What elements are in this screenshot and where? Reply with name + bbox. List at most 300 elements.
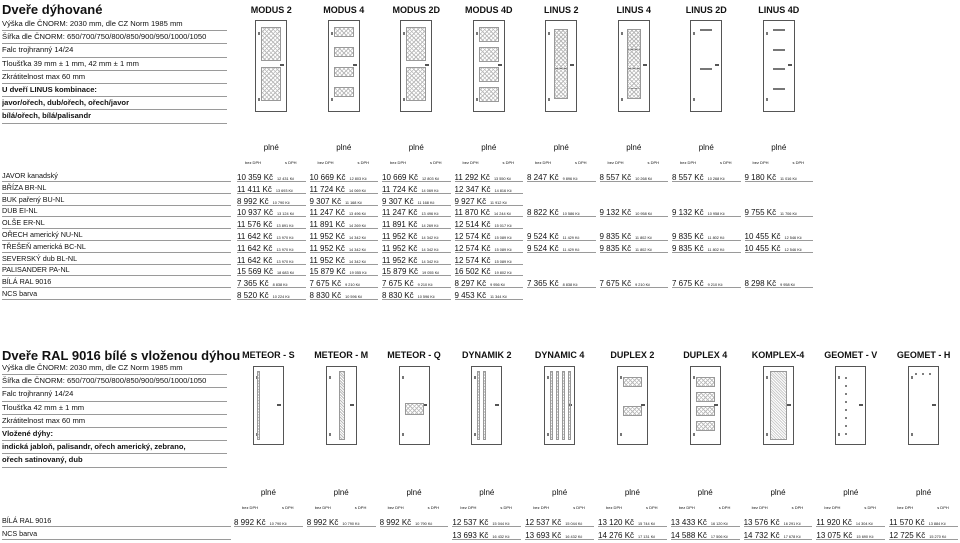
price-with-vat: 11 802 Kč — [635, 236, 652, 240]
finish-name: DUB EI-NL — [2, 205, 231, 217]
price-with-vat: 11 168 Kč — [345, 200, 362, 205]
finish-name: OLŠE ER-NL — [2, 217, 231, 229]
price-no-vat: 8 830 Kč — [309, 291, 342, 300]
door-illustration — [908, 366, 939, 445]
hinge — [693, 98, 695, 101]
price-no-vat: 9 927 Kč — [454, 196, 487, 206]
price-cell — [455, 182, 524, 194]
handle-icon — [859, 404, 863, 406]
variant-label: plné — [697, 488, 713, 497]
variant-label: plné — [333, 488, 349, 497]
price-label-no-vat: bez DPH — [678, 505, 695, 510]
finish-name: SEVERSKÝ dub BL-NL — [2, 253, 231, 265]
price-cell — [310, 288, 379, 300]
price-no-vat: 11 891 Kč — [382, 220, 418, 230]
price-no-vat: 12 347 Kč — [454, 184, 491, 194]
price-no-vat: 11 642 Kč — [237, 232, 273, 241]
price-no-vat: 12 574 Kč — [454, 243, 491, 253]
price-with-vat: 10 790 Kč — [415, 522, 433, 526]
handle-icon — [570, 64, 574, 66]
groove-line — [700, 68, 712, 70]
variant-label: plné — [260, 488, 276, 497]
door-illustration — [471, 366, 502, 445]
handle-icon — [643, 64, 647, 66]
price-with-vat: 11 429 Kč — [562, 236, 580, 240]
price-label-no-vat: bez DPH — [242, 505, 259, 510]
price-cell — [237, 217, 306, 229]
price-cell — [382, 194, 451, 206]
price-with-vat: 11 016 Kč — [780, 177, 797, 181]
model-header: LINUS 2 — [543, 5, 579, 15]
spec-line: Tloušťka 39 mm ± 1 mm, 42 mm ± 1 mm — [2, 58, 227, 71]
price-no-vat: 12 537 Kč — [452, 518, 489, 527]
price-no-vat: 15 879 Kč — [309, 267, 346, 277]
price-no-vat: 11 952 Kč — [309, 255, 345, 265]
price-no-vat: 8 992 Kč — [306, 518, 339, 527]
price-no-vat: 7 675 Kč — [309, 279, 342, 289]
model-header: GEOMET - V — [824, 350, 878, 360]
spec-line: javor/ořech, dub/ořech, ořech/javor — [2, 97, 227, 110]
finish-name: PALISANDER PA-NL — [2, 264, 231, 276]
price-with-vat: 8 838 Kč — [562, 283, 578, 288]
glass-panel — [334, 87, 354, 97]
price-with-vat: 9 210 Kč — [707, 283, 723, 288]
groove-line — [773, 88, 785, 90]
door-illustration — [617, 366, 648, 445]
price-cell — [310, 253, 379, 265]
door-illustration — [255, 20, 287, 112]
hinge — [548, 98, 550, 101]
price-no-vat: 11 570 Kč — [889, 518, 925, 527]
price-label-vat: s DPH — [354, 505, 367, 510]
price-with-vat: 12 431 Kč — [277, 177, 295, 181]
door-illustration — [399, 366, 430, 445]
price-cell — [310, 217, 379, 229]
price-label-no-vat: bez DPH — [533, 505, 550, 510]
price-with-vat: 13 891 Kč — [276, 224, 294, 229]
veneer-panel — [696, 392, 715, 402]
price-label-vat: s DPH — [720, 160, 732, 165]
price-with-vat: 14 069 Kč — [421, 188, 439, 193]
geomet-dot — [922, 373, 924, 375]
handle-icon — [715, 64, 719, 66]
hinge — [403, 32, 405, 35]
model-header: GEOMET - H — [896, 350, 951, 360]
handle-icon — [498, 64, 502, 66]
price-cell — [382, 288, 451, 300]
price-with-vat: 14 342 Kč — [348, 247, 367, 252]
model-header: MODUS 2 — [250, 5, 292, 15]
glass-panel — [406, 67, 426, 101]
price-with-vat: 15 044 Kč — [565, 522, 583, 526]
price-cell — [600, 229, 669, 241]
hinge — [911, 376, 913, 379]
price-cell — [527, 241, 596, 253]
price-label-no-vat: bez DPH — [314, 505, 331, 510]
price-cell — [455, 217, 524, 229]
veneer-strip — [483, 371, 486, 440]
price-no-vat: 11 952 Kč — [309, 243, 345, 253]
price-with-vat: 10 596 Kč — [417, 295, 435, 299]
hinge — [766, 98, 768, 101]
price-no-vat: 9 835 Kč — [599, 232, 632, 241]
price-no-vat: 8 520 Kč — [237, 291, 269, 300]
geomet-dot — [929, 373, 931, 375]
price-with-vat: 15 089 Kč — [494, 236, 512, 240]
model-header: DUPLEX 2 — [610, 350, 655, 360]
price-with-vat: 12 803 Kč — [422, 177, 440, 181]
groove-line — [773, 49, 785, 51]
price-cell — [237, 276, 306, 288]
glass-panel — [554, 29, 568, 99]
hinge — [258, 32, 260, 35]
finish-name: JAVOR kanadský — [2, 170, 231, 182]
variant-label: plné — [770, 488, 786, 497]
price-with-vat: 10 790 Kč — [342, 522, 360, 526]
glass-panel — [627, 29, 641, 99]
glass-panel — [479, 67, 499, 82]
price-cell — [310, 276, 379, 288]
price-cell — [382, 264, 451, 276]
price-no-vat: 14 588 Kč — [670, 530, 707, 540]
section-title: Dveře dýhované — [2, 2, 103, 17]
door-illustration — [690, 20, 722, 112]
price-no-vat: 11 642 Kč — [237, 243, 273, 253]
price-label-no-vat: bez DPH — [535, 160, 552, 165]
price-no-vat: 7 675 Kč — [382, 279, 414, 289]
price-cell — [237, 288, 306, 300]
spec-line: ořech satinovaný, dub — [2, 454, 227, 467]
price-cell — [455, 288, 524, 300]
price-with-vat: 11 912 Kč — [490, 200, 507, 205]
spec-line: Šířka dle ČNORM: 650/700/750/800/850/900/950/1000/1050 — [2, 31, 227, 44]
handle-icon — [277, 404, 281, 406]
geomet-dot — [845, 425, 847, 427]
price-cell — [745, 241, 814, 253]
price-cell — [672, 205, 741, 217]
finish-name: BŘÍZA BR-NL — [2, 182, 231, 194]
price-no-vat: 7 675 Kč — [672, 279, 704, 289]
price-with-vat: 14 342 Kč — [421, 236, 439, 240]
price-cell — [452, 515, 521, 527]
geomet-dot — [845, 401, 847, 403]
price-cell — [310, 241, 379, 253]
section-title: Dveře RAL 9016 bílé s vloženou dýhou — [2, 348, 241, 363]
price-no-vat: 13 693 Kč — [452, 530, 489, 540]
veneer-panel — [623, 377, 642, 387]
spec-line: Výška dle ČNORM: 2030 mm, dle CZ Norm 1985 mm — [2, 362, 227, 375]
price-cell — [455, 229, 524, 241]
spec-line: Tloušťka 42 mm ± 1 mm — [2, 402, 227, 415]
hinge — [476, 32, 478, 35]
price-with-vat: 19 055 Kč — [349, 271, 367, 276]
door-illustration — [544, 366, 575, 445]
geomet-dot — [845, 409, 847, 411]
veneer-panel — [405, 403, 424, 415]
price-label-no-vat: bez DPH — [680, 160, 697, 165]
geomet-dot — [845, 417, 847, 419]
price-with-vat: 13 550 Kč — [493, 177, 512, 181]
price-with-vat: 13 693 Kč — [275, 188, 293, 193]
price-with-vat: 11 706 Kč — [780, 212, 797, 217]
price-no-vat: 7 365 Kč — [237, 279, 269, 289]
variant-label: plné — [406, 488, 422, 497]
price-cell — [672, 229, 741, 241]
finish-name: BÍLÁ RAL 9016 — [2, 276, 231, 288]
glass-panel — [479, 47, 499, 62]
price-no-vat: 12 574 Kč — [454, 255, 491, 265]
door-illustration — [690, 366, 721, 445]
finish-name: NCS barva — [2, 528, 231, 540]
price-with-vat: 9 210 Kč — [345, 283, 361, 288]
price-cell — [455, 253, 524, 265]
glass-panel — [406, 27, 426, 61]
price-with-vat: 13 970 Kč — [276, 236, 294, 240]
finish-name: NCS barva — [2, 288, 231, 300]
price-no-vat: 8 992 Kč — [237, 196, 269, 206]
model-header: MODUS 4D — [464, 5, 513, 15]
glass-panel — [261, 67, 281, 101]
price-cell — [889, 528, 958, 540]
price-no-vat: 11 952 Kč — [382, 232, 418, 241]
veneer-strip — [339, 371, 345, 440]
price-no-vat: 8 830 Kč — [382, 291, 414, 300]
door-illustration — [400, 20, 432, 112]
price-label-no-vat: bez DPH — [390, 160, 407, 165]
price-label-no-vat: bez DPH — [606, 505, 623, 510]
price-with-vat: 13 884 Kč — [928, 522, 946, 526]
price-no-vat: 7 365 Kč — [527, 279, 559, 289]
price-label-vat: s DPH — [427, 505, 440, 510]
variant-label: plné — [336, 143, 352, 152]
price-with-vat: 13 124 Kč — [277, 212, 295, 217]
price-label-vat: s DPH — [573, 505, 585, 510]
hinge — [838, 376, 840, 379]
veneer-strip — [477, 371, 480, 440]
price-with-vat: 14 816 Kč — [494, 188, 512, 193]
price-no-vat: 9 755 Kč — [744, 208, 777, 218]
price-cell — [455, 194, 524, 206]
price-no-vat: 12 574 Kč — [454, 232, 491, 241]
hinge — [474, 433, 476, 436]
hinge — [331, 98, 333, 101]
model-header: MODUS 2D — [392, 5, 440, 15]
price-no-vat: 10 455 Kč — [744, 232, 781, 241]
handle-icon — [353, 64, 357, 66]
spec-line: Vložené dýhy: — [2, 428, 227, 441]
price-with-vat: 10 224 Kč — [272, 295, 290, 299]
door-illustration — [763, 20, 795, 112]
spec-line: Zkrátitelnost max 60 mm — [2, 71, 227, 84]
variant-label: plné — [479, 488, 495, 497]
price-no-vat: 12 514 Kč — [454, 220, 491, 230]
price-with-vat: 14 069 Kč — [348, 188, 367, 193]
spec-list — [2, 18, 227, 124]
price-with-vat: 17 131 Kč — [638, 534, 656, 539]
price-with-vat: 15 089 Kč — [494, 259, 512, 264]
price-no-vat: 13 120 Kč — [598, 518, 635, 527]
price-no-vat: 8 557 Kč — [672, 173, 704, 182]
price-cell — [234, 515, 303, 527]
price-label-vat: s DPH — [718, 505, 731, 510]
price-cell — [525, 515, 594, 527]
price-cell — [310, 205, 379, 217]
price-cell — [455, 205, 524, 217]
price-no-vat: 9 524 Kč — [527, 243, 559, 253]
price-with-vat: 10 596 Kč — [345, 295, 363, 299]
hinge — [911, 433, 913, 436]
door-illustration — [253, 366, 284, 445]
price-with-vat: 15 089 Kč — [494, 247, 512, 252]
price-with-vat: 10 790 Kč — [269, 522, 287, 526]
variant-label: plné — [698, 143, 714, 152]
price-no-vat: 9 835 Kč — [599, 243, 632, 253]
price-no-vat: 11 952 Kč — [382, 243, 418, 253]
door-illustration — [328, 20, 360, 112]
price-label-vat: s DPH — [792, 160, 805, 165]
price-label-vat: s DPH — [864, 505, 876, 510]
price-with-vat: 19 055 Kč — [422, 271, 440, 276]
hinge — [693, 433, 695, 436]
model-header: METEOR - S — [242, 350, 295, 360]
price-cell — [237, 253, 306, 265]
veneer-panel — [623, 406, 642, 416]
price-with-vat: 13 970 Kč — [276, 259, 294, 264]
price-with-vat: 11 802 Kč — [707, 247, 725, 252]
price-no-vat: 10 937 Kč — [237, 208, 274, 218]
door-illustration — [545, 20, 577, 112]
hinge — [620, 433, 622, 436]
price-with-vat: 19 802 Kč — [494, 271, 512, 276]
price-with-vat: 13 970 Kč — [276, 247, 294, 252]
variant-label: plné — [263, 143, 279, 152]
door-illustration — [326, 366, 357, 445]
price-with-vat: 15 744 Kč — [638, 522, 656, 526]
hinge — [547, 433, 549, 436]
price-cell — [237, 205, 306, 217]
price-cell — [310, 264, 379, 276]
price-with-vat: 14 342 Kč — [348, 259, 367, 264]
price-cell — [816, 515, 885, 527]
groove-line — [773, 29, 785, 31]
price-cell — [310, 170, 379, 182]
hinge — [548, 32, 550, 35]
hinge — [621, 98, 623, 101]
price-no-vat: 9 835 Kč — [672, 232, 704, 241]
price-label-no-vat: bez DPH — [387, 505, 404, 510]
finish-name: OŘECH americký NU-NL — [2, 229, 231, 241]
door-illustration — [618, 20, 650, 112]
price-no-vat: 10 669 Kč — [382, 173, 419, 182]
section-ral-9016-doors — [0, 345, 960, 543]
veneer-panel — [696, 377, 715, 387]
price-with-vat: 11 802 Kč — [707, 236, 725, 240]
price-with-vat: 17 678 Kč — [783, 534, 801, 539]
price-no-vat: 9 453 Kč — [454, 291, 487, 300]
price-cell — [527, 229, 596, 241]
hinge — [693, 32, 695, 35]
model-header: LINUS 2D — [685, 5, 727, 15]
price-label-vat: s DPH — [647, 160, 660, 165]
price-no-vat: 11 724 Kč — [309, 184, 345, 194]
price-cell — [672, 241, 741, 253]
veneer-strip — [550, 371, 553, 440]
veneer-strip — [568, 371, 571, 440]
model-header: LINUS 4D — [758, 5, 800, 15]
price-cell — [600, 276, 669, 288]
veneer-panel — [696, 421, 715, 431]
price-with-vat: 16 291 Kč — [783, 522, 801, 526]
price-with-vat: 11 429 Kč — [562, 247, 580, 252]
hinge — [329, 433, 331, 436]
price-no-vat: 8 557 Kč — [599, 173, 632, 182]
hinge — [329, 376, 331, 379]
price-with-vat: 14 342 Kč — [421, 259, 439, 264]
price-with-vat: 11 344 Kč — [490, 295, 507, 299]
price-cell — [307, 515, 376, 527]
price-no-vat: 11 870 Kč — [454, 208, 490, 218]
price-with-vat: 12 546 Kč — [784, 236, 802, 240]
price-cell — [382, 170, 451, 182]
price-cell — [816, 528, 885, 540]
door-illustration — [835, 366, 866, 445]
price-label-no-vat: bez DPH — [897, 505, 914, 510]
hinge — [620, 376, 622, 379]
price-with-vat: 9 956 Kč — [490, 283, 506, 288]
price-with-vat: 17 506 Kč — [710, 534, 728, 539]
model-header: DUPLEX 4 — [683, 350, 728, 360]
price-cell — [452, 528, 521, 540]
price-cell — [237, 241, 306, 253]
finish-name: BÍLÁ RAL 9016 — [2, 515, 231, 527]
price-no-vat: 8 992 Kč — [234, 518, 266, 527]
price-with-vat: 14 342 Kč — [421, 247, 439, 252]
price-cell — [745, 170, 814, 182]
price-with-vat: 15 044 Kč — [492, 522, 510, 526]
price-no-vat: 11 724 Kč — [382, 184, 418, 194]
price-no-vat: 9 307 Kč — [309, 196, 342, 206]
price-no-vat: 11 411 Kč — [237, 184, 272, 194]
price-cell — [382, 276, 451, 288]
price-no-vat: 10 669 Kč — [309, 173, 346, 182]
handle-icon — [788, 64, 792, 66]
finish-name: TŘEŠEŇ americká BC-NL — [2, 241, 231, 253]
price-cell — [600, 170, 669, 182]
price-with-vat: 11 168 Kč — [417, 200, 435, 205]
handle-icon — [350, 404, 354, 406]
geomet-dot — [915, 373, 917, 375]
price-cell — [382, 241, 451, 253]
hinge — [547, 376, 549, 379]
price-no-vat: 10 359 Kč — [237, 173, 274, 182]
price-cell — [889, 515, 958, 527]
price-no-vat: 9 524 Kč — [527, 232, 559, 241]
glass-panel — [334, 47, 354, 57]
price-with-vat: 14 269 Kč — [421, 224, 439, 229]
price-no-vat: 11 891 Kč — [309, 220, 345, 230]
price-cell — [527, 205, 596, 217]
price-cell — [455, 241, 524, 253]
price-with-vat: 9 958 Kč — [780, 283, 796, 288]
groove-line — [700, 29, 712, 31]
price-with-vat: 10 958 Kč — [707, 212, 725, 217]
handle-icon — [280, 64, 284, 66]
price-no-vat: 10 455 Kč — [744, 243, 781, 253]
price-with-vat: 10 268 Kč — [635, 177, 653, 181]
price-no-vat: 8 822 Kč — [527, 208, 559, 218]
model-header: DYNAMIC 4 — [534, 350, 585, 360]
veneer-strip — [562, 371, 565, 440]
